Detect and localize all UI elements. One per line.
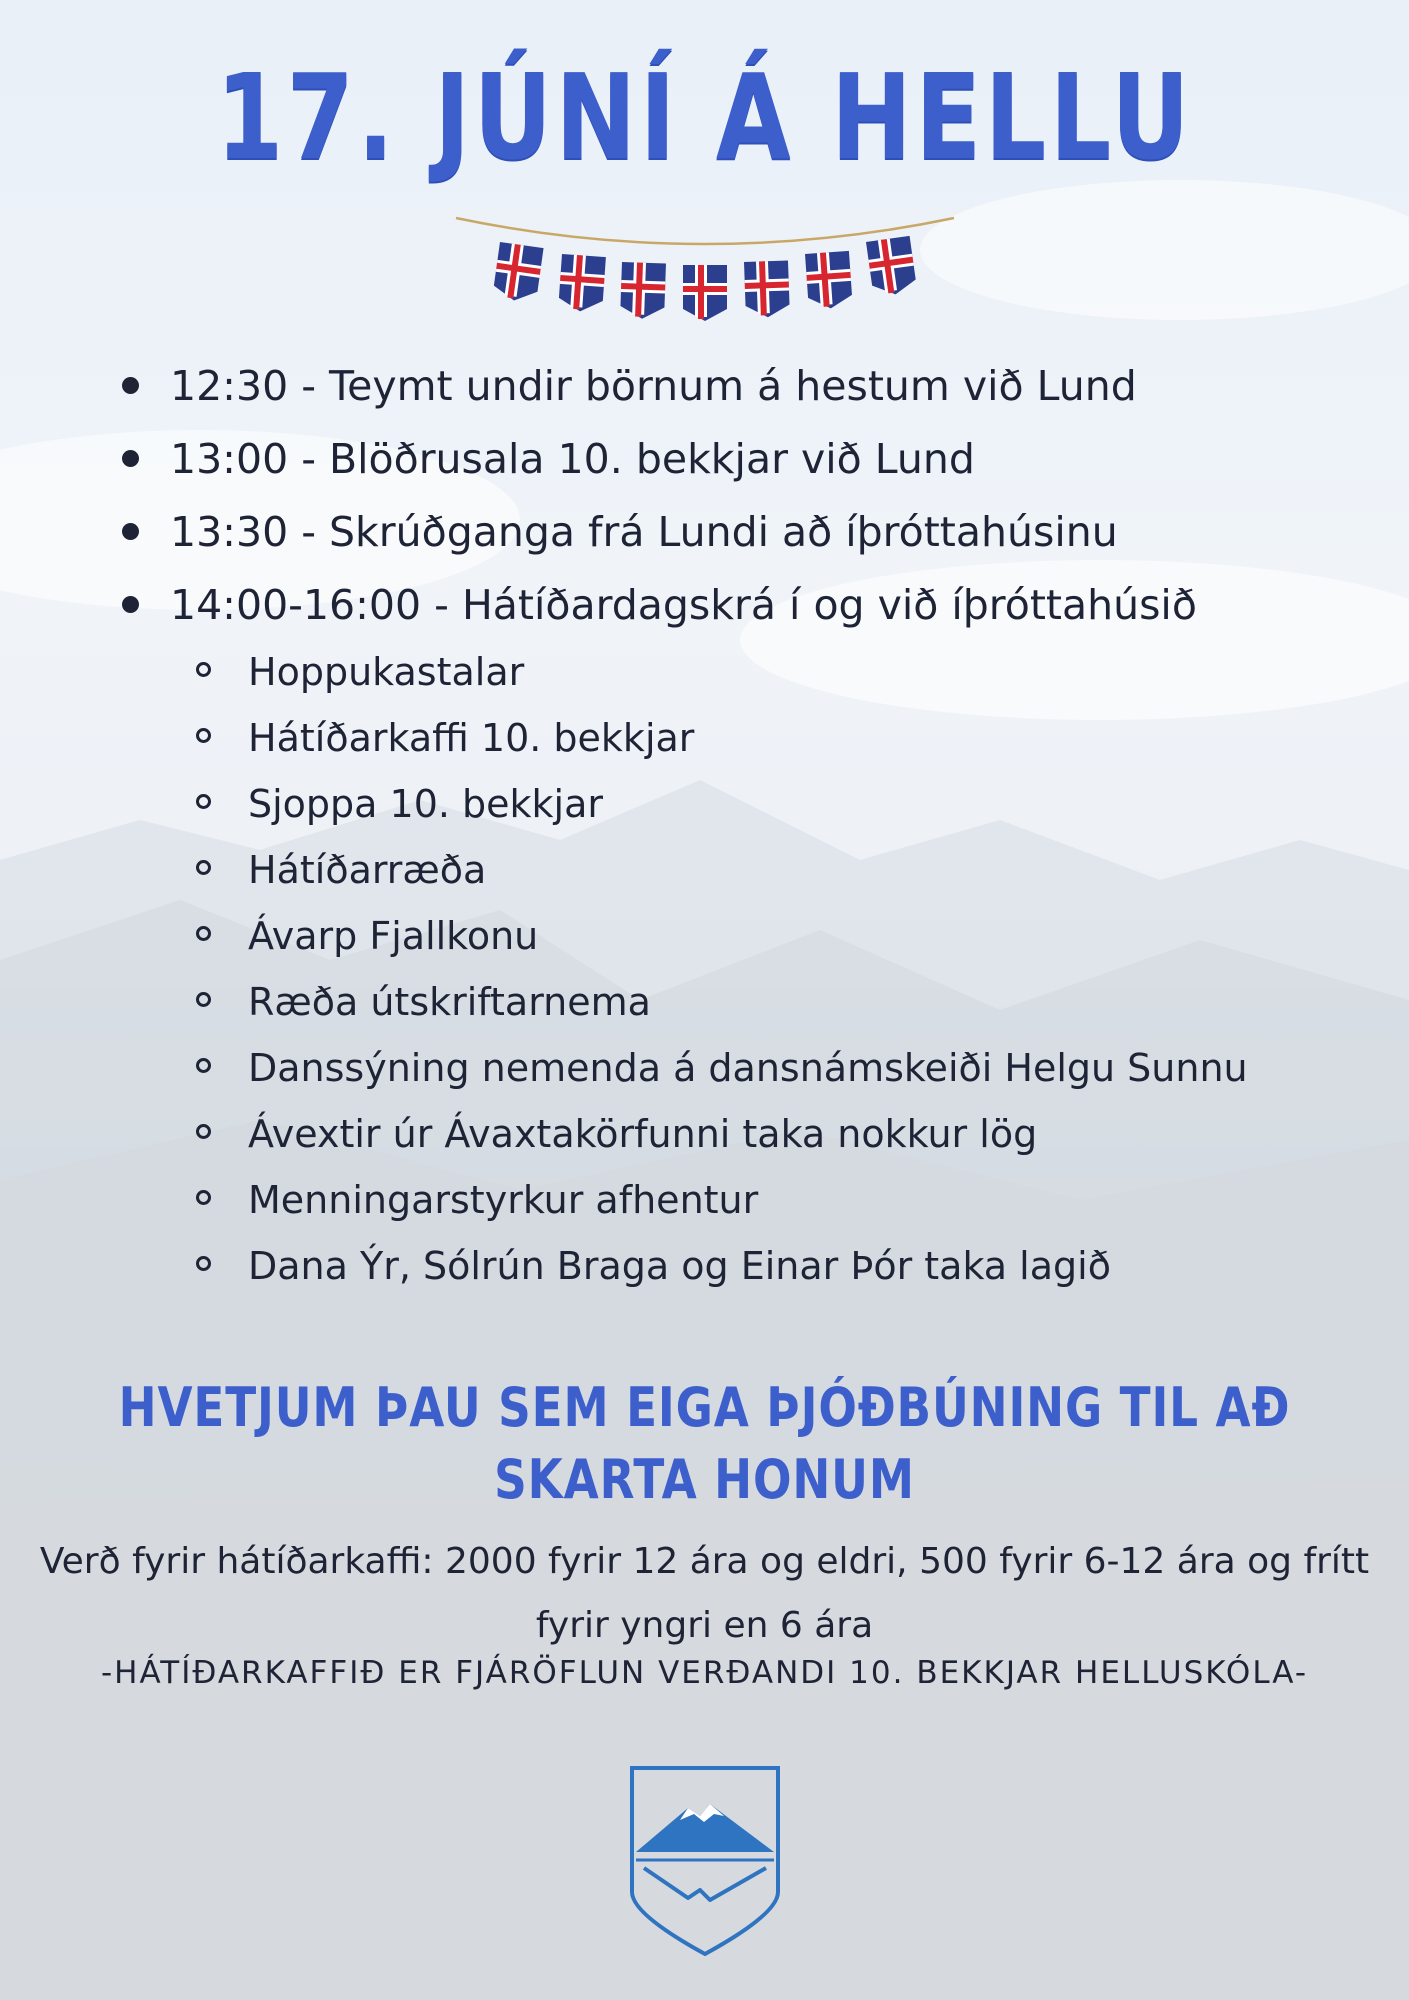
bullet-icon xyxy=(122,596,139,613)
list-item-text: Hátíðarkaffi 10. bekkjar xyxy=(248,716,695,760)
list-item xyxy=(196,709,1358,775)
price-line-2: fyrir yngri en 6 ára xyxy=(535,1605,874,1646)
schedule-item xyxy=(118,355,1358,428)
schedule-item-text: 13:00 - Blöðrusala 10. bekkjar við Lund xyxy=(170,435,975,483)
circle-bullet-icon xyxy=(196,860,211,875)
schedule-item xyxy=(118,501,1358,574)
list-item-text: Sjoppa 10. bekkjar xyxy=(248,782,604,826)
list-item-text: Ávarp Fjallkonu xyxy=(248,914,539,958)
price-info xyxy=(0,1530,1409,1658)
list-item xyxy=(196,973,1358,1039)
mountain-crest-logo xyxy=(628,1764,782,1958)
flag-icon xyxy=(558,254,606,313)
program-sublist xyxy=(196,643,1358,1303)
callout-line-1: HVETJUM ÞAU SEM EIGA ÞJÓÐBÚNING TIL AÐ xyxy=(118,1376,1291,1439)
list-item xyxy=(196,1237,1358,1303)
schedule-item-text: 14:00-16:00 - Hátíðardagskrá í og við íþróttahúsið xyxy=(170,581,1197,629)
circle-bullet-icon xyxy=(196,1124,211,1139)
schedule-item xyxy=(118,574,1358,647)
list-item xyxy=(196,841,1358,907)
flag-icon xyxy=(683,265,727,321)
bullet-icon xyxy=(122,377,139,394)
circle-bullet-icon xyxy=(196,926,211,941)
circle-bullet-icon xyxy=(196,1256,211,1271)
list-item xyxy=(196,643,1358,709)
circle-bullet-icon xyxy=(196,992,211,1007)
costume-callout xyxy=(113,1372,1297,1516)
circle-bullet-icon xyxy=(196,1190,211,1205)
fundraiser-note: -HÁTÍÐARKAFFIÐ ER FJÁRÖFLUN VERÐANDI 10. BEKKJAR HELLUSKÓLA- xyxy=(100,1655,1309,1691)
bullet-icon xyxy=(122,523,139,540)
flag-icon xyxy=(620,262,666,320)
schedule-list xyxy=(118,355,1358,1303)
list-item xyxy=(196,1039,1358,1105)
list-item-text: Ræða útskriftarnema xyxy=(248,980,651,1024)
list-item xyxy=(196,1171,1358,1237)
list-item-text: Danssýning nemenda á dansnámskeiði Helgu Sunnu xyxy=(248,1046,1248,1090)
icelandic-flag-bunting xyxy=(450,210,960,330)
circle-bullet-icon xyxy=(196,1058,211,1073)
bullet-icon xyxy=(122,450,139,467)
list-item xyxy=(196,907,1358,973)
list-item-text: Hátíðarræða xyxy=(248,848,487,892)
flag-icon xyxy=(866,236,917,298)
list-item xyxy=(196,775,1358,841)
list-item-text: Menningarstyrkur afhentur xyxy=(248,1178,759,1222)
schedule-item-text: 13:30 - Skrúðganga frá Lundi að íþróttahúsinu xyxy=(170,508,1118,556)
flag-icon xyxy=(492,242,543,304)
circle-bullet-icon xyxy=(196,728,211,743)
flag-icon xyxy=(744,260,790,318)
list-item-text: Hoppukastalar xyxy=(248,650,525,694)
schedule-item-text: 12:30 - Teymt undir börnum á hestum við Lund xyxy=(170,362,1137,410)
page-title: 17. JÚNÍ Á HELLU xyxy=(216,48,1193,186)
callout-line-2: SKARTA HONUM xyxy=(494,1448,915,1511)
flag-icon xyxy=(805,251,853,310)
price-line-1: Verð fyrir hátíðarkaffi: 2000 fyrir 12 ára og eldri, 500 fyrir 6-12 ára og frítt xyxy=(39,1541,1370,1582)
list-item-text: Dana Ýr, Sólrún Braga og Einar Þór taka lagið xyxy=(248,1244,1111,1288)
list-item xyxy=(196,1105,1358,1171)
circle-bullet-icon xyxy=(196,662,211,677)
list-item-text: Ávextir úr Ávaxtakörfunni taka nokkur lög xyxy=(248,1112,1038,1156)
schedule-item xyxy=(118,428,1358,501)
circle-bullet-icon xyxy=(196,794,211,809)
